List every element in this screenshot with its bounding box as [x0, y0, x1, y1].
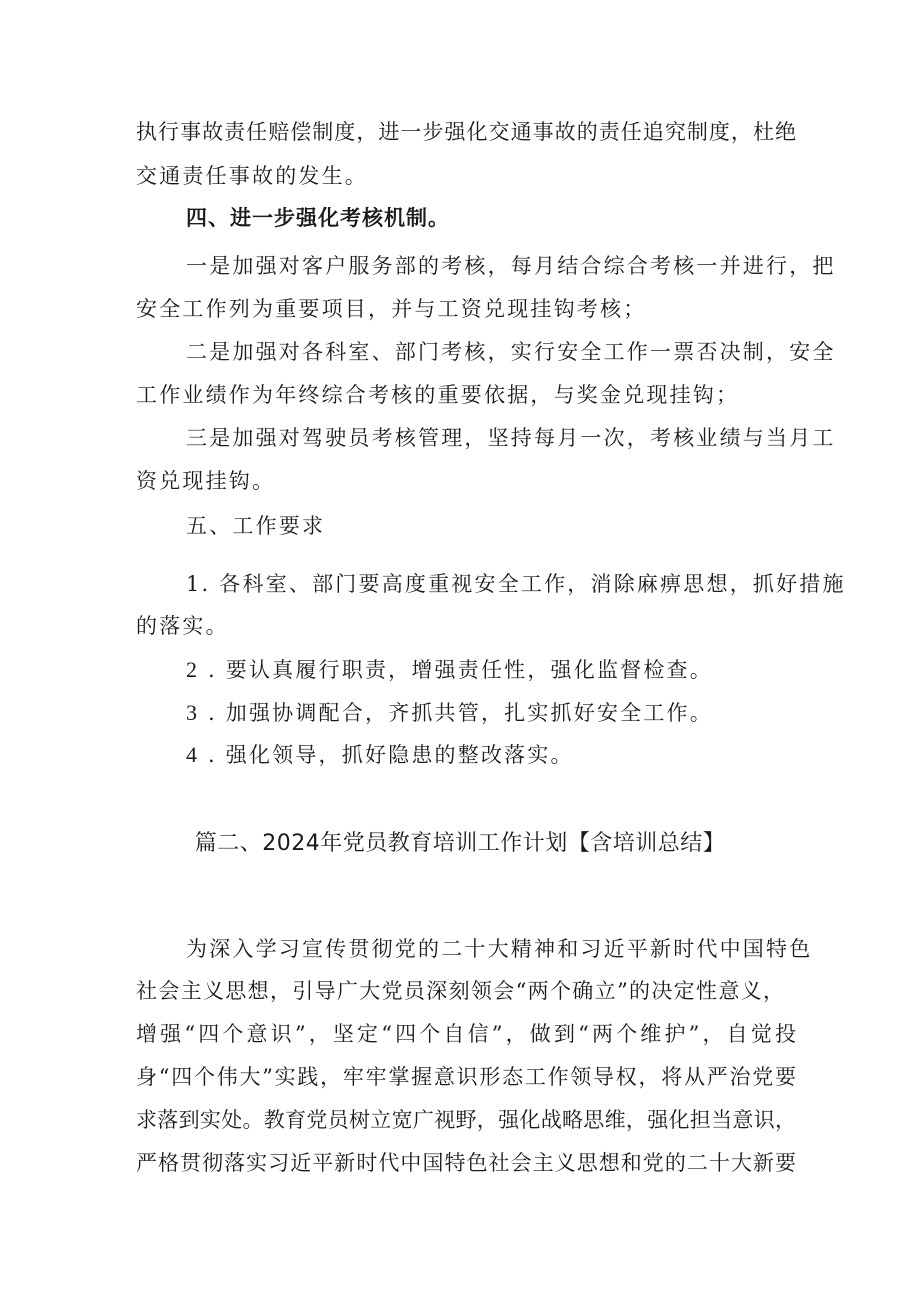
paragraph-line: 身“四个伟大”实践，牢牢掌握意识形态工作领导权，将从严治党要: [136, 1065, 796, 1089]
requirement-number: 2: [186, 657, 197, 682]
paragraph-line: 增强“四个意识”，坚定“四个自信”，做到“两个维护”，自觉投: [136, 1022, 796, 1046]
paragraph-line: 交通责任事故的发生。: [136, 164, 368, 188]
paragraph-line: 工作业绩作为年终综合考核的重要依据，与奖金兑现挂钩；: [136, 383, 740, 407]
paragraph-line: 执行事故责任赔偿制度，进一步强化交通事故的责任追究制度，杜绝: [136, 120, 796, 144]
paragraph-line: 的落实。: [136, 614, 229, 638]
requirement-item: [186, 656, 846, 684]
paragraph-line: 安全工作列为重要项目，并与工资兑现挂钩考核；: [136, 297, 647, 321]
paragraph-line: 严格贯彻落实习近平新时代中国特色社会主义思想和党的二十大新要: [136, 1151, 796, 1175]
section-heading-5: 五、工作要求: [186, 514, 326, 538]
requirement-text: . 强化领导，抓好隐患的整改落实。: [208, 743, 574, 767]
part-title: 篇二、2024年党员教育培训工作计划【含培训总结】: [194, 831, 726, 856]
paragraph-line: 社会主义思想，引导广大党员深刻领会“两个确立”的决定性意义，: [136, 979, 784, 1003]
requirement-number: 4: [186, 742, 197, 767]
paragraph-line: 三是加强对驾驶员考核管理，坚持每月一次，考核业绩与当月工: [186, 426, 836, 450]
paragraph-line: 求落到实处。教育党员树立宽广视野，强化战略思维，强化担当意识，: [136, 1108, 796, 1132]
requirement-item: [186, 741, 846, 769]
paragraph-line: 资兑现挂钩。: [136, 469, 276, 493]
requirement-item: [186, 699, 846, 727]
section-heading-4: 四、进一步强化考核机制。: [186, 206, 450, 230]
paragraph-line: 二是加强对各科室、部门考核，实行安全工作一票否决制，安全: [186, 340, 836, 364]
requirement-text: . 要认真履行职责，增强责任性，强化监督检查。: [208, 658, 713, 682]
requirement-text: . 加强协调配合，齐抓共管，扎实抓好安全工作。: [208, 701, 713, 725]
paragraph-line: 为深入学习宣传贯彻党的二十大精神和习近平新时代中国特色: [186, 937, 813, 961]
requirement-number: 3: [186, 700, 197, 725]
paragraph-line: 一是加强对客户服务部的考核，每月结合综合考核一并进行，把: [186, 254, 836, 278]
paragraph-line: 1. 各科室、部门要高度重视安全工作，消除麻痹思想，抓好措施: [186, 572, 846, 596]
